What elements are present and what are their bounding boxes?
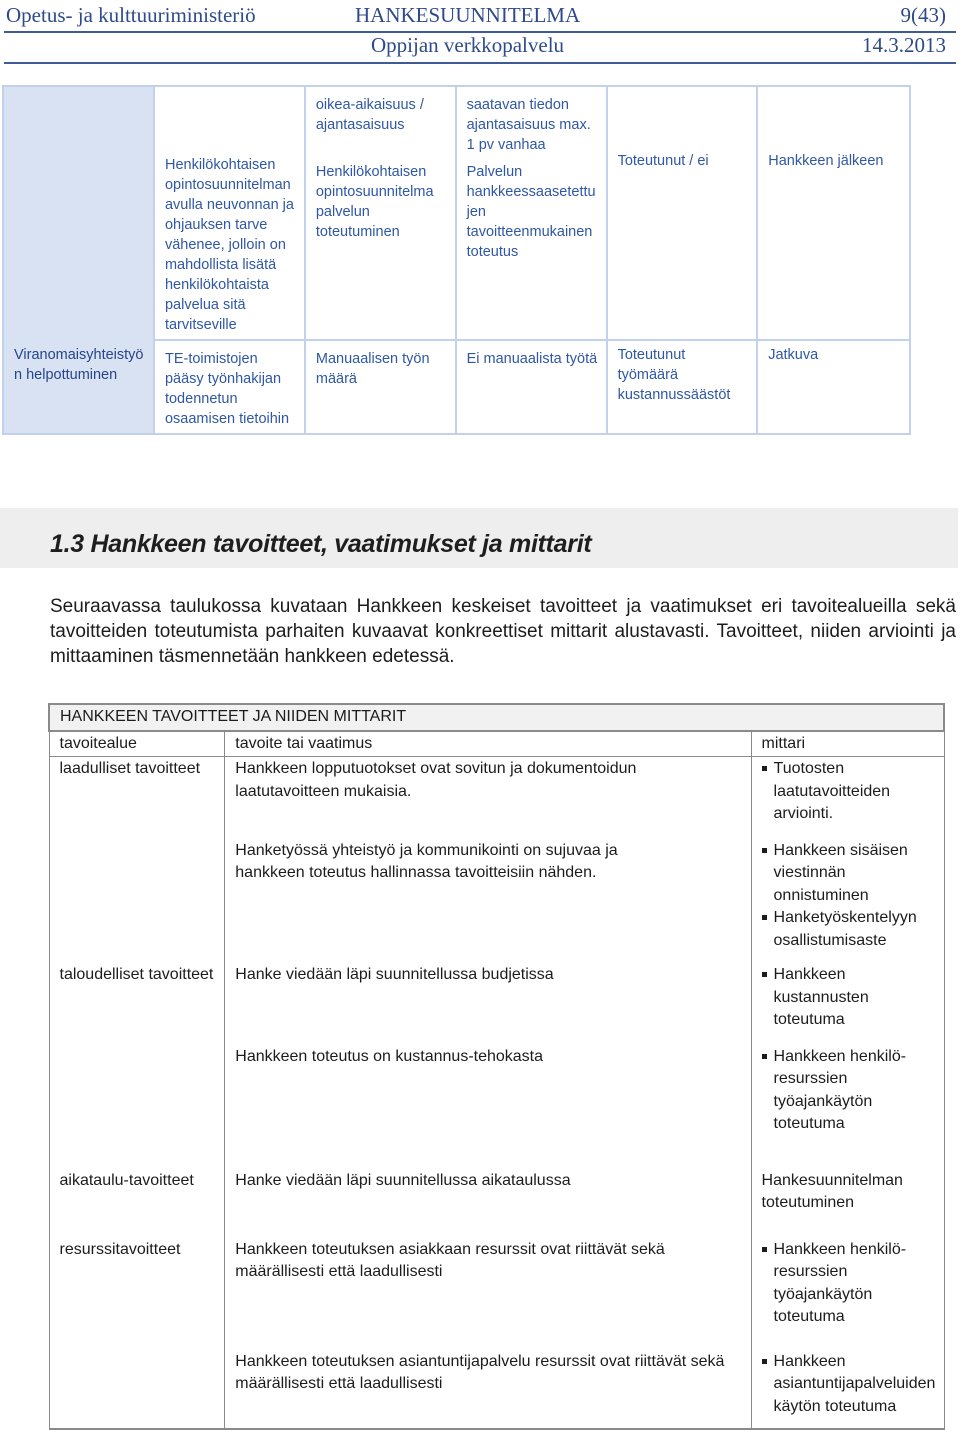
- row-area-empty: [49, 826, 225, 953]
- project-name: Oppijan verkkopalvelu: [371, 33, 565, 57]
- requirement-text-c: Manuaalisen työn määrä: [315, 351, 430, 387]
- metric-item: Hankkeen kustannusten toteutuma: [762, 964, 944, 1032]
- row-goal: Hanke viedään läpi suunnitellussa aikataulussa: [225, 1136, 751, 1215]
- metric-item: Hankkeen henkilö-resurssien työajankäytön toteutuma: [762, 1046, 944, 1136]
- page-number: 9(43): [900, 3, 946, 27]
- row-metric-cell: [751, 1329, 944, 1430]
- metric-text-b: Toteutunut työmäärä kustannussäästöt: [617, 347, 731, 403]
- row-goal: Hanke viedään läpi suunnitellussa budjetissa: [225, 952, 751, 1032]
- row-goal: Hankkeen toteutuksen asiantuntijapalvelu resurssit ovat riittävät sekä määrällisesti että laadullisesti: [225, 1329, 751, 1430]
- column-header-goal: tavoite tai vaatimus: [225, 731, 751, 757]
- metric-item: Hankkeen asiantuntijapalveluiden käytön toteutuma: [762, 1351, 944, 1419]
- document-type: HANKESUUNNITELMA: [355, 3, 581, 27]
- requirement-text-b: Henkilökohtaisen opintosuunnitelma palvelun toteutuminen: [315, 164, 434, 240]
- row-metric-cell: [751, 1032, 944, 1136]
- metric-text-a: Toteutunut / ei: [617, 153, 709, 169]
- row-metric-plain: Hankesuunnitelman toteutuminen: [751, 1136, 944, 1215]
- requirement-cell-a: [305, 86, 456, 340]
- target-cell-c: [456, 340, 607, 434]
- target-text-a: saatavan tiedon ajantasaisuus max. 1 pv vanhaa: [466, 97, 591, 153]
- requirement-text-a: oikea-aikaisuus / ajantasaisuus: [315, 97, 424, 133]
- goal-text-b: TE-toimistojen pääsy työnhakijan todennetun osaamisen tietoihin: [164, 351, 290, 427]
- header-bottom-divider: [4, 62, 956, 64]
- row-area-schedule: aikataulu-tavoitteet: [49, 1136, 225, 1215]
- metric-item: Hankkeen sisäisen viestinnän onnistuminen: [762, 840, 944, 908]
- row-metric-cell: [751, 757, 944, 826]
- row-area-empty: [49, 1032, 225, 1136]
- row-metric-cell: [751, 952, 944, 1032]
- metric-item: Hanketyöskentelyyn osallistumisaste: [762, 907, 944, 952]
- row-category-cell: [3, 86, 154, 434]
- column-header-metric: mittari: [751, 731, 944, 757]
- target-text-b: Palvelun hankkeessaasetettu jen tavoitteenmukainen toteutus: [466, 164, 596, 260]
- timing-cell-a: [757, 86, 910, 340]
- row-goal: Hankkeen lopputuotokset ovat sovitun ja dokumentoidun laatutavoitteen mukaisia.: [225, 757, 751, 826]
- row-metric-cell: [751, 826, 944, 953]
- row-area-finance: taloudelliset tavoitteet: [49, 952, 225, 1032]
- table-title: HANKKEEN TAVOITTEET JA NIIDEN MITTARIT: [49, 704, 944, 731]
- goal-text-a: Henkilökohtaisen opintosuunnitelman avulla neuvonnan ja ohjauksen tarve vähenee, jolloin on mahdollista lisätä henkilökohtaista palvelua sitä tarvitseville: [164, 157, 294, 333]
- row-metric-cell: [751, 1215, 944, 1329]
- metric-cell-b: [607, 340, 758, 434]
- row-area-empty: [49, 1329, 225, 1430]
- section-paragraph: Seuraavassa taulukossa kuvataan Hankkeen keskeiset tavoitteet ja vaatimukset eri tavoitealueilla sekä tavoitteiden toteutumista parhaiten kuvaavat konkreettiset mittarit alustavasti. Tavoitteet, niiden arviointi ja mittaaminen täsmennetään hankkeen edetessä.: [50, 596, 956, 667]
- target-cell-a: [456, 86, 607, 340]
- metric-cell-a: [607, 86, 758, 340]
- requirement-cell-c: [305, 340, 456, 434]
- section-heading: 1.3 Hankkeen tavoitteet, vaatimukset ja mittarit: [50, 530, 592, 558]
- document-date: 14.3.2013: [862, 33, 946, 57]
- row-area-quality: laadulliset tavoitteet: [49, 757, 225, 826]
- row-goal: Hanketyössä yhteistyö ja kommunikointi on sujuvaa ja hankkeen toteutus hallinnassa tavoitteisiin nähden.: [225, 826, 751, 953]
- goal-cell-b: [154, 340, 305, 434]
- ministry-name: Opetus- ja kulttuuriministeriö: [6, 3, 256, 27]
- metric-item: Tuotosten laatutavoitteiden arviointi.: [762, 758, 944, 826]
- column-header-area: tavoitealue: [49, 731, 225, 757]
- target-text-c: Ei manuaalista työtä: [466, 351, 598, 367]
- row-goal: Hankkeen toteutuksen asiakkaan resurssit ovat riittävät sekä määrällisesti että laadullisesti: [225, 1215, 751, 1329]
- row-area-resources: resurssitavoitteet: [49, 1215, 225, 1329]
- row-goal: Hankkeen toteutus on kustannus-tehokasta: [225, 1032, 751, 1136]
- page-header: [0, 0, 960, 64]
- goal-cell-a: [154, 86, 305, 340]
- timing-text-b: Jatkuva: [768, 347, 819, 363]
- top-goals-table: [2, 85, 911, 435]
- goals-metrics-table: [48, 703, 945, 1430]
- row-category: Viranomaisyhteistyö n helpottuminen: [14, 347, 144, 383]
- timing-text-a: Hankkeen jälkeen: [768, 153, 884, 169]
- metric-item: Hankkeen henkilö-resurssien työajankäytön toteutuma: [762, 1239, 944, 1329]
- timing-cell-b: [757, 340, 910, 434]
- section-heading-band: [0, 508, 958, 568]
